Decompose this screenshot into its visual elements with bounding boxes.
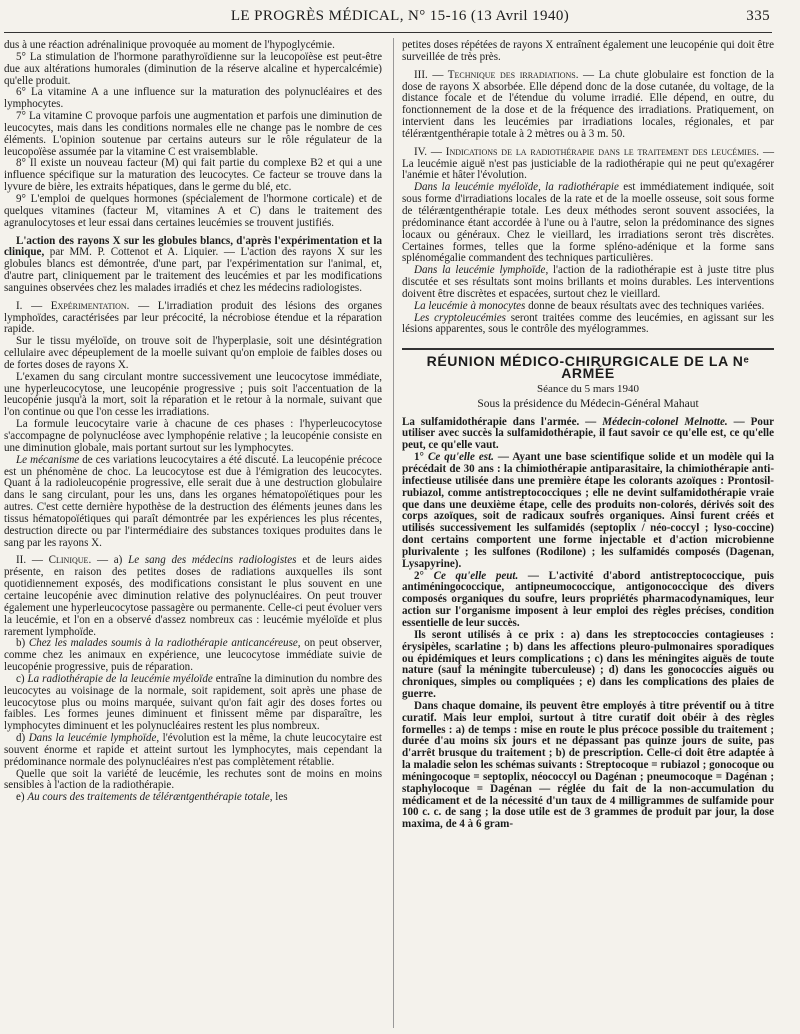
paragraph bbox=[4, 674, 382, 733]
paragraph-text: est immédiatement indiquée, soit sous forme d'irradiations locales de la rate et de la moelle osseuse, soit sous forme de téléræntgenthérapie totale. Les deux méthodes seront souvent associées, la prédominance étant accordée à l'une ou à l'autre, selon la prédominance des signes locaux ou généraux. Chez le vieillard, les irradiations seront très discrètes. Certaines formes, telles que la forme spléno-adénique et la forme sans splénomégalie commandent des techniques particulières. bbox=[402, 181, 774, 265]
paragraph-text: on peut observer, comme chez les animaux en expérience, une leucocytose immédiate suivie de leucopénie progressive, puis de réparation. bbox=[4, 637, 382, 674]
paragraph-text: — L'activité d'abord antistreptococcique, puis antiméningococcique, antipneumococcique, antigonococcique des divers composés organiques du soufre, leurs propriétés pharmacodynamiques, leur action sur l'organisme imposent à leur emploi des règles précises, condition essentielle de leur succès. bbox=[402, 569, 774, 629]
paragraph: dus à une réaction adrénalinique provoquée au moment de l'hypoglycémie. bbox=[4, 39, 335, 51]
paragraph: La formule leucocytaire varie à chacune de ces phases : l'hyperleucocytose s'accompagne de polynucléose avec lymphopénie relative ; la leucopénie consiste en une diminution globale, mais portant surtout sur les lymphocytes. bbox=[4, 418, 382, 454]
paragraph bbox=[4, 301, 382, 337]
emphasis: Le mécanisme bbox=[16, 453, 80, 466]
paragraph: Dans chaque domaine, ils peuvent être employés à titre préventif ou à titre curatif. Mais leur emploi, surtout à titre curatif doit obéir à des règles formelles : a) de temps : mise en route le plus précoce possible du traitement ; durée d'au moins six jours et ne dépassant pas quinze jours de suite, pas d'arrêt brusque du traitement ; b) de prescription. Celle-ci doit être adaptée à la maladie selon les schémas suivants : Streptocoque = rubiazol ; gonocoque ou méningocoque = septoplix, néococcyl ou Dagénan ; pneumocoque = Dagénan ; staphylocoque = Dagénan — réglée du fait de la non-accumulation du médicament et de la nécessité d'un taux de 4 milligrammes de sulfamide pour 100 c. c. de sang ; la dose utile est de 3 grammes de produit par jour, la dose maxima, de 4 à 6 gram- bbox=[402, 699, 774, 831]
section-heading: RÉUNION MÉDICO-CHIRURGICALE DE LA Nᵉ ARMÉE bbox=[402, 348, 774, 380]
paragraph: petites doses répétées de rayons X entraînent également une leucopénie qui doit être surveillée de très près. bbox=[402, 39, 774, 63]
paragraph bbox=[402, 182, 774, 265]
emphasis: Ce qu'elle peut. bbox=[433, 569, 519, 582]
page-number: 335 bbox=[746, 8, 770, 24]
paragraph: 6° La vitamine A a une influence sur la maturation des polynucléaires et des lymphocytes. bbox=[4, 86, 382, 111]
subsection-label: II. — Clinique. bbox=[16, 554, 92, 567]
paragraph-text: de ces variations leucocytaires a été discuté. La leucopénie précoce est un phénomène de choc. La leucocytose est due à l'émigration des leucocytes. Quant à la radioleucopénie progressive, elle serait due à une destruction globulaire dans le sang circulant, pour les uns, dans les organes hématopoïétiques pour les autres. C'est cette dernière hypothèse de la destruction des éléments jeunes dans les tissus hématopoïétiques qui paraît démontrée par les expériences les plus récentes, destruction directe ou par l'intermédiaire des substances toxiques produites dans le sang par les rayons X. bbox=[4, 453, 382, 549]
emphasis: Dans la leucémie lymphoïde, bbox=[414, 264, 549, 277]
paragraph-text: seront traitées comme des leucémies, en agissant sur les lésions apparentes, sous le contrôle des myélogrammes. bbox=[402, 311, 774, 336]
article-intro: — Pour utiliser avec succès la sulfamidothérapie, il faut savoir ce qu'elle est, ce qu'elle peut, ce qu'elle vaut. bbox=[402, 415, 774, 452]
paragraph bbox=[402, 70, 774, 141]
header-rule bbox=[4, 32, 772, 33]
paragraph bbox=[402, 571, 774, 630]
item-number: 2° bbox=[414, 569, 434, 582]
paragraph bbox=[4, 555, 382, 638]
item-letter: e) bbox=[16, 791, 28, 804]
paragraph bbox=[402, 452, 774, 570]
article-lead bbox=[402, 417, 774, 453]
subsection-label: I. — Expérimentation. bbox=[16, 299, 130, 312]
article-intro: — L'action des rayons X sur les globules blancs est démontrée, d'une part, par l'expérimentation sur l'animal, et, d'autre part, cliniquement par le traitement des leucémies et par les modifications sanguines observées chez les malades irradiés et chez les médecins radiologistes. bbox=[4, 246, 382, 294]
paragraph-text: — La leucémie aiguë n'est pas justiciable de la radiothérapie qui ne peut qu'exagérer l'anémie et hâter l'évolution. bbox=[402, 145, 774, 182]
item-number: 1° bbox=[414, 451, 428, 464]
item-letter: d) bbox=[16, 732, 29, 745]
emphasis: La leucémie à monocytes bbox=[414, 299, 526, 312]
paragraph: 8° Il existe un nouveau facteur (M) qui fait partie du complexe B2 et qui a une influence spécifique sur la maturation des leucocytes. Ce facteur se trouve dans la lyvure de bière, les extraits hépatiques, dans le germe du blé, etc. bbox=[4, 157, 382, 194]
paragraph bbox=[4, 638, 382, 674]
session-date: Séance du 5 mars 1940 bbox=[536, 382, 640, 395]
emphasis: Chez les malades soumis à la radiothérapie anticancéreuse, bbox=[28, 637, 301, 650]
emphasis: Au cours des traitements de téléræntgenthérapie totale, bbox=[27, 791, 273, 804]
page-header bbox=[0, 8, 800, 32]
session-chair: Sous la présidence du Médecin-Général Mahaut bbox=[477, 397, 699, 410]
right-column bbox=[402, 40, 774, 831]
paragraph bbox=[402, 313, 774, 337]
article-authors: — Médecin-colonel Melnotte. bbox=[579, 415, 728, 428]
article-authors: par MM. P. Cottenot et A. Liquier. bbox=[44, 246, 219, 259]
paragraph: 9° L'emploi de quelques hormones (spécialement de l'hormone corticale) et de quelques vitamines (facteur M, vitamines A et C) dans le traitement des agranulocytoses et leur essai dans certaines leucémies se trouvent justifiés. bbox=[4, 192, 382, 229]
paragraph-text: donne de beaux résultats avec des techniques variées. bbox=[525, 299, 765, 312]
paragraph bbox=[4, 792, 382, 804]
paragraph: 7° La vitamine C provoque parfois une augmentation et parfois une diminution de leucocytes, mais dans les conditions normales elle ne change pas le nombre de ces éléments. L'opinion soutenue par certains auteurs sur le rôle régulateur de la leucopoïèse assumée par la vitamine C est vraisemblable. bbox=[4, 110, 382, 158]
paragraph: Ils seront utilisés à ce prix : a) dans les streptococcies contagieuses : érysipèles, scarlatine ; b) dans les affections pleuro-pulmonaires sporadiques ou épidémiques et leurs complications ; c) dans les méningites aiguës de toute nature (sauf la méningite tuberculeuse) ; d) dans les gonococcies aiguës ou chroniques, simples ou compliquées ; e) dans les complications des plaies de guerre. bbox=[402, 628, 774, 701]
item-letter: b) bbox=[16, 637, 29, 650]
emphasis: Ce qu'elle est. bbox=[427, 451, 494, 464]
paragraph bbox=[4, 733, 382, 769]
paragraph bbox=[402, 265, 774, 301]
paragraph-text: — a) bbox=[91, 554, 129, 567]
article-title: La sulfamidothérapie dans l'armée. bbox=[402, 415, 580, 428]
paragraph: L'examen du sang circulant montre successivement une leucocytose immédiate, une hyperleucocytose, une leucopénie progressive ; puis soit l'accentuation de la leucopénie jusqu'à la mort, soit la réparation et le retour à la normale, suivant que l'on continue ou que l'on cesse les irradiations. bbox=[4, 370, 382, 419]
article-title: L'action des rayons X sur les globules blancs, d'après l'expérimentation et la clinique, bbox=[4, 234, 382, 259]
paragraph-text: l'action de la radiothérapie est à juste titre plus discutée et ses résultats sont moins brillants et moins durables. Les interventions doivent être discrètes et espacées, surtout chez le vieillard. bbox=[402, 264, 774, 300]
paragraph: 5° La stimulation de l'hormone parathyroïdienne sur la leucopoïèse est peut-être due aux altérations humorales (diminution de la réserve alcaline et hypercalcémie) qu'elle produit. bbox=[4, 50, 382, 87]
emphasis: Les cryptoleucémies bbox=[414, 311, 506, 324]
emphasis: La radiothérapie de la leucémie myéloïde bbox=[27, 672, 213, 685]
paragraph-text: les bbox=[272, 791, 288, 804]
paragraph-text: — L'irradiation produit des lésions des organes lymphoïdes, caractérisées par leur précocité, la nécrobiose étendue et la réparation rapide. bbox=[4, 299, 382, 336]
paragraph-text: l'évolution est la même, la chute leucocytaire est souvent énorme et rapide et atteint surtout les lymphocytes, mais cependant la prédominance normale des polynucléaires n'est pas complètement rétablie. bbox=[4, 732, 383, 768]
paragraph-text: entraîne la diminution du nombre des leucocytes au voisinage de la normale, soit rapidement, soit après une phase de leucocytose plus ou moins marquée, suivant qu'on fait agir des doses fortes ou faibles. Les formes jeunes diminuent et finissent même par disparaître, les lymphocytes diminuent et les polynucléaires restent les plus nombreux. bbox=[4, 672, 383, 733]
paragraph-text: — La chute globulaire est fonction de la dose de rayons X absorbée. Elle dépend donc de la dose cutanée, du voltage, de la distance focale et de l'étendue du volume irradié. Elle dépend, en outre, du fonctionnement de la dose et de la fréquence des irradiations. Pratiquement, on intervient dans les leucémies par irradiations locales, régionales, et par téléræntgenthérapie totale à 2 mètres ou à 3 m. 50. bbox=[402, 68, 774, 140]
paragraph bbox=[402, 147, 774, 183]
emphasis: Dans la leucémie lymphoïde, bbox=[28, 732, 160, 745]
subsection-label: III. — Technique des irradiations. bbox=[414, 68, 579, 81]
paragraph: Sur le tissu myéloïde, on trouve soit de l'hyperplasie, soit une désintégration cellulaire avec dépeuplement de la moelle suivant qu'on emploie de faibles doses ou de fortes doses de rayons X. bbox=[4, 335, 382, 371]
running-title: LE PROGRÈS MÉDICAL, N° 15-16 (13 Avril 1940) bbox=[230, 8, 570, 24]
column-divider bbox=[393, 38, 394, 1028]
paragraph-text: et de leurs aides présente, en raison des petites doses de radiations auxquelles ils sont quotidiennement exposés, des modifications consistant le plus souvent en une certaine leucopénie avec diminution relative des polynucléaires. On peut trouver également une hyperleucocytose passagère ou permanente. Celle-ci peut évoluer vers la leucémie, et l'on en a observé d'assez nombreux cas : leucémie myéloïde et plus rarement lymphoïde. bbox=[4, 554, 382, 638]
article-lead bbox=[4, 236, 382, 295]
subsection-label: IV. — Indications de la radiothérapie dans le traitement des leucémies. bbox=[414, 145, 760, 158]
emphasis: Dans la leucémie myéloïde, la radiothérapie bbox=[414, 181, 619, 194]
left-column bbox=[4, 40, 382, 804]
paragraph-text: — Ayant une base scientifique solide et un modèle qui la précédait de 30 ans : la chimiothérapie antiparasitaire, la chimiothérapie anti-infectieuse utilisée dans une première étape les colorants azoïques : Prontosil-rubiazol, comme antistreptococciques ; elle ne devint sulfamidothérapie vraie que dans une deuxième étape, celle des produits non-colorés, dérivés soit des corps azoïques, soit de radicaux soufrés organiques. Ainsi furent créés et utilisés successivement les sulfamidés (septoplix / néo-coccyl ; lyso-coccine) dont certains comportent une forme injectable et d'action microbienne plurivalente ; les sulfones (Rodilone) ; les sulfamidés composés (Dagenan, Lysapyrine). bbox=[402, 451, 775, 570]
paragraph: Quelle que soit la variété de leucémie, les rechutes sont de moins en moins sensibles à l'action de la radiothérapie. bbox=[4, 767, 382, 792]
emphasis: Le sang des médecins radiologistes bbox=[128, 554, 297, 567]
item-letter: c) bbox=[16, 672, 28, 685]
paragraph bbox=[4, 455, 382, 550]
